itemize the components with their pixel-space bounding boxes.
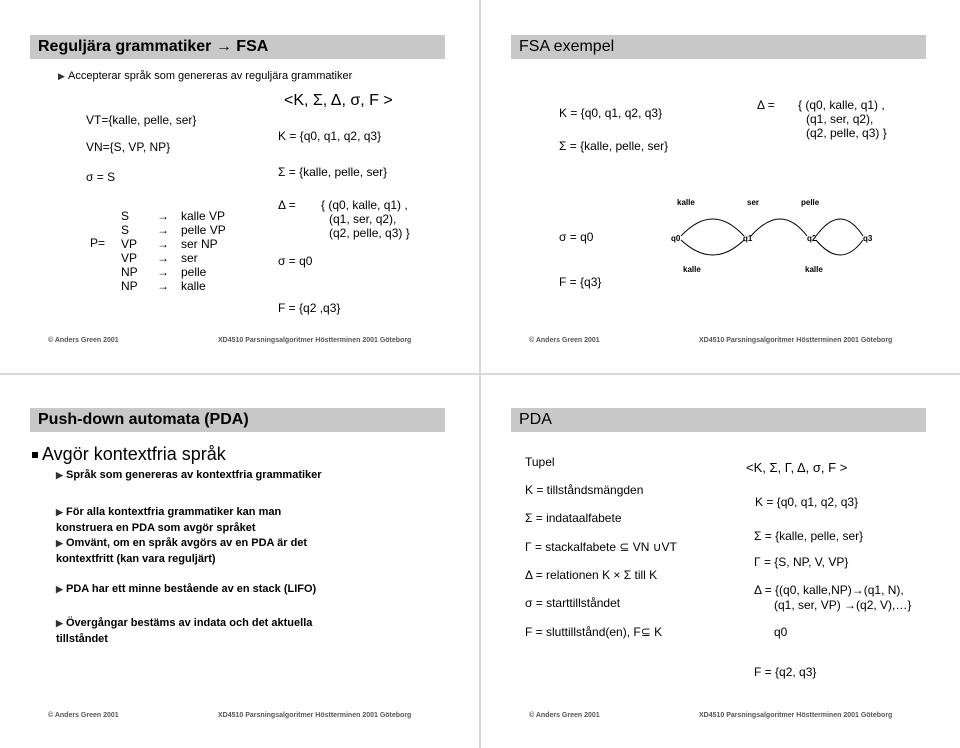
- edge-q1-q2-top: [751, 219, 807, 236]
- bullet-accepts: ▶ Accepterar språk som genereras av reguljära grammatiker: [58, 70, 353, 82]
- def-sigma-start: σ = starttillståndet: [525, 596, 621, 610]
- def-f: F = sluttillstånd(en), F⊆ K: [525, 625, 663, 639]
- rule-rhs: ser: [181, 251, 198, 265]
- bullet-transitions: ▶ Övergångar bestäms av indata och det aktuella tillståndet: [56, 617, 313, 645]
- slide-regular-grammar: [0, 0, 479, 373]
- sigma-q0: σ = q0: [278, 254, 313, 268]
- pda-tuple: <K, Σ, Γ, Δ, σ, F >: [746, 460, 848, 475]
- tupel-label: Tupel: [525, 455, 555, 469]
- f-set: F = {q2, q3}: [754, 665, 817, 679]
- edge-q0-q1-bottom: [681, 240, 744, 255]
- rule-rhs: kalle: [181, 279, 206, 293]
- arrow-bullet-icon: ▶: [56, 538, 63, 548]
- rule-arrow: →: [157, 279, 169, 293]
- production-rule-row: [121, 279, 234, 293]
- sigma-q0: σ = q0: [559, 230, 594, 244]
- k-set: K = {q0, q1, q2, q3}: [278, 129, 382, 143]
- fsa-tuple: <K, Σ, Δ, σ, F >: [284, 92, 393, 109]
- rule-arrow: →: [157, 223, 169, 237]
- footer-copyright: © Anders Green 2001: [48, 712, 119, 719]
- bullet-construct: ▶ För alla kontextfria grammatiker kan man konstruera en PDA som avgör språket: [56, 506, 282, 534]
- production-rule-row: [121, 223, 234, 237]
- sigma-set: Σ = {kalle, pelle, ser}: [278, 165, 388, 179]
- def-delta: Δ = relationen K × Σ till K: [525, 568, 658, 582]
- rule-rhs: kalle VP: [181, 209, 226, 223]
- arrow-bullet-icon: ▶: [56, 507, 63, 517]
- def-sigma: Σ = indataalfabete: [525, 511, 622, 525]
- rule-rhs: ser NP: [181, 237, 218, 251]
- rule-lhs: NP: [121, 265, 138, 279]
- delta-relations: { (q0, kalle, q1) , (q1, ser, q2), (q2, pelle, q3) }: [798, 98, 887, 140]
- rule-lhs: S: [121, 209, 130, 223]
- slide-pda-intro: [0, 375, 479, 748]
- square-bullet-icon: [32, 452, 38, 458]
- delta-label: Δ =: [278, 198, 296, 212]
- rule-rhs: pelle VP: [181, 223, 226, 237]
- rule-rhs: pelle: [181, 265, 207, 279]
- slide-fsa-example: [481, 0, 960, 373]
- slide-title: PDA: [511, 408, 926, 432]
- footer-course: XD4510 Parsningsalgoritmer Höstterminen 2001 Göteborg: [699, 337, 893, 344]
- edge-q0-q1-top: [681, 219, 744, 236]
- footer-copyright: © Anders Green 2001: [48, 337, 119, 344]
- rule-lhs: VP: [121, 251, 138, 265]
- production-rule-row: [121, 237, 234, 251]
- footer-course: XD4510 Parsningsalgoritmer Höstterminen 2001 Göteborg: [218, 337, 412, 344]
- f-set: F = {q3}: [559, 275, 602, 289]
- slide-title: Reguljära grammatiker → FSA: [30, 35, 445, 59]
- slide-title: Push-down automata (PDA): [30, 408, 445, 432]
- def-gamma: Γ = stackalfabete ⊆ VN ∪VT: [525, 540, 677, 554]
- f-set: F = {q2 ,q3}: [278, 301, 341, 315]
- production-rule-row: [121, 265, 234, 279]
- delta-label: Δ =: [757, 98, 775, 112]
- delta-relations: Δ = {(q0, kalle,NP)→(q1, N), (q1, ser, VP) →(q2, V),…}: [754, 583, 912, 612]
- production-rule-row: [121, 251, 234, 265]
- sigma-set: Σ = {kalle, pelle, ser}: [754, 529, 864, 543]
- arrow-bullet-icon: ▶: [56, 470, 63, 480]
- footer-course: XD4510 Parsningsalgoritmer Höstterminen 2001 Göteborg: [218, 712, 412, 719]
- rule-lhs: VP: [121, 237, 138, 251]
- rule-lhs: S: [121, 223, 130, 237]
- delta-relations: { (q0, kalle, q1) , (q1, ser, q2), (q2, pelle, q3) }: [321, 198, 410, 240]
- edge-label-kalle-bottom-1: kalle: [683, 265, 701, 274]
- edge-label-pelle: pelle: [801, 198, 820, 207]
- slide-pda-definition: [481, 375, 960, 748]
- rule-lhs: NP: [121, 279, 138, 293]
- footer-copyright: © Anders Green 2001: [529, 337, 600, 344]
- production-rule-row: [121, 209, 234, 223]
- edge-label-kalle-top: kalle: [677, 198, 695, 207]
- p-label: P=: [90, 236, 106, 250]
- k-set: K = {q0, q1, q2, q3}: [559, 106, 663, 120]
- vn-set: VN={S, VP, NP}: [86, 140, 171, 154]
- bullet-stack: ▶ PDA har ett minne bestående av en stack (LIFO): [56, 583, 317, 595]
- rule-arrow: →: [157, 251, 169, 265]
- sigma-set: Σ = {kalle, pelle, ser}: [559, 139, 669, 153]
- rule-arrow: →: [157, 265, 169, 279]
- edge-label-ser: ser: [747, 198, 760, 207]
- gamma-set: Γ = {S, NP, V, VP}: [754, 555, 849, 569]
- slide-title: FSA exempel: [511, 35, 926, 59]
- main-bullet: Avgör kontextfria språk: [32, 444, 226, 465]
- edge-label-kalle-bottom-2: kalle: [805, 265, 823, 274]
- arrow-bullet-icon: ▶: [56, 584, 63, 594]
- fsa-state-diagram: [651, 190, 881, 280]
- edge-q2-q3-bottom: [816, 240, 863, 255]
- state-q0: q0: [671, 234, 681, 243]
- def-k: K = tillståndsmängden: [525, 483, 644, 497]
- state-q3: q3: [863, 234, 873, 243]
- arrow-bullet-icon: ▶: [56, 618, 63, 628]
- bullet-conversely: ▶ Omvänt, om en språk avgörs av en PDA är det kontextfritt (kan vara reguljärt): [56, 537, 308, 565]
- footer-copyright: © Anders Green 2001: [529, 712, 600, 719]
- k-set: K = {q0, q1, q2, q3}: [755, 495, 859, 509]
- state-q1: q1: [743, 234, 753, 243]
- rule-arrow: →: [157, 237, 169, 251]
- production-rules: [121, 209, 234, 293]
- footer-course: XD4510 Parsningsalgoritmer Höstterminen 2001 Göteborg: [699, 712, 893, 719]
- q0-label: q0: [774, 625, 788, 639]
- vt-set: VT={kalle, pelle, ser}: [86, 113, 197, 127]
- edge-q2-q3-top: [816, 219, 863, 236]
- rule-arrow: →: [157, 209, 169, 223]
- arrow-bullet-icon: ▶: [58, 71, 65, 81]
- bullet-cfg: ▶ Språk som genereras av kontextfria grammatiker: [56, 469, 322, 481]
- sigma-start: σ = S: [86, 170, 116, 184]
- state-q2: q2: [807, 234, 817, 243]
